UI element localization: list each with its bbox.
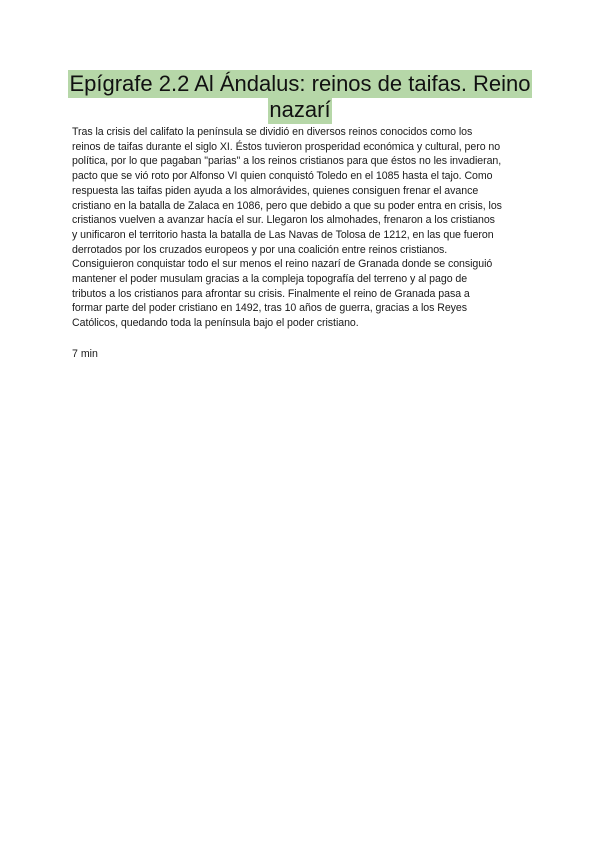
body-line: pacto que se vió roto por Alfonso VI quien conquistó Toledo en el 1085 hasta el tajo. Como (72, 170, 493, 183)
title-line-2: nazarí (269, 97, 331, 122)
body-line: formar parte del poder cristiano en 1492, tras 10 años de guerra, gracias a los Reyes (72, 302, 468, 315)
body-paragraph (72, 125, 532, 331)
body-line: y unificaron el territorio hasta la batalla de Las Navas de Tolosa de 1212, en las que fueron (72, 228, 494, 241)
body-line: reinos de taifas durante el siglo XI. Éstos tuvieron prosperidad económica y cultural, pero no (72, 140, 501, 153)
body-line: Tras la crisis del califato la península se dividió en diversos reinos conocidos como los (72, 126, 473, 138)
body-line: respuesta las taifas piden ayuda a los almorávides, quienes consiguen frenar el avance (72, 184, 479, 197)
body-line: Consiguieron conquistar todo el sur menos el reino nazarí de Granada donde se consiguió (72, 258, 493, 271)
body-line: cristianos vuelven a avanzar hacía el sur. Llegaron los almohades, frenaron a los cristianos (72, 214, 495, 227)
body-line: tributos a los cristianos para afrontar su crisis. Finalmente el reino de Granada pasa a (72, 287, 470, 300)
body-line: mantener el poder musulam gracias a la compleja topografía del terreno y al pago de (72, 273, 468, 286)
title-line-1: Epígrafe 2.2 Al Ándalus: reinos de taifas. Reino (69, 71, 531, 96)
body-line: derrotados por los cruzados europeos y por una coalición entre reinos cristianos. (72, 243, 448, 256)
body-line: Católicos, quedando toda la península bajo el poder cristiano. (72, 317, 359, 330)
title-highlight (68, 70, 531, 124)
page-title (60, 71, 540, 123)
body-line: cristiano en la batalla de Zalaca en 1086, pero que debido a que su poder entra en crisis, los (72, 199, 502, 212)
body-line: política, por lo que pagaban "parias" a los reinos cristianos para que éstos no les invadieran, (72, 155, 502, 168)
reading-time: 7 min (72, 348, 98, 360)
